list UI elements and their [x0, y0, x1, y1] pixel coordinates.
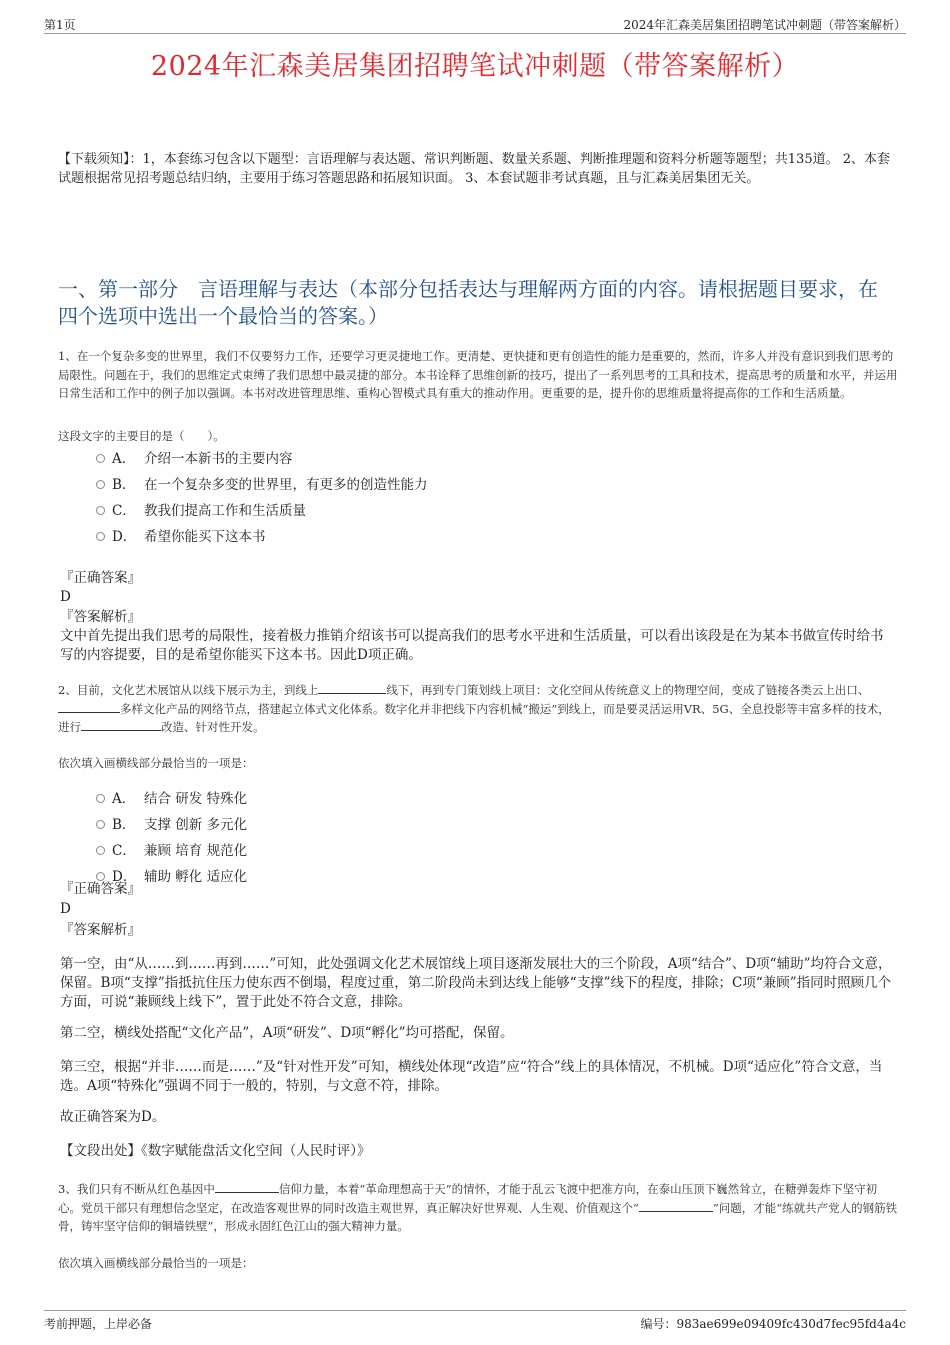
question-1-text: 1、在一个复杂多变的世界里，我们不仅要努力工作，还要学习更灵捷地工作。更清楚、更快捷和更有创造性的能力是重要的，然而，许多人并没有意识到我们思考的局限性。问题在于，我们的思维定式束缚了我们思想中最灵捷的部分。本书诠释了思维创新的技巧，提出了一系列思考的工具和技术，提高思考的质量和水平，并运用日常生活和工作中的例子加以强调。本书对改进管理思维、重构心智模式具有重大的推动作用。更重要的是，提升你的思维质量将提高你的工作和生活质量。 — [58, 349, 898, 400]
question-2-analysis-1: 第一空，由“从……到……再到……”可知，此处强调文化艺术展馆线上项目逐渐发展壮大的三个阶段，A项“结合”、D项“辅助”均符合文意，保留。B项“支撑”指抵抗住压力使东西不倒塌，程度过重，第二阶段尚未到达线上能够“支撑”线下的程度，排除；C项“兼顾”指同时照顾几个方面，可说“兼顾线上线下”，置于此处不符合文意，排除。 — [60, 956, 892, 1010]
fill-blank — [215, 1181, 279, 1193]
question-1-prompt: 这段文字的主要目的是（ ）。 — [58, 429, 225, 443]
question-2-option-d[interactable]: D． 辅助 孵化 适应化 — [96, 867, 247, 887]
section-heading: 一、第一部分 言语理解与表达（本部分包括表达与理解两方面的内容。请根据题目要求，在四个选项中选出一个最恰当的答案。） — [58, 277, 878, 328]
question-1-option-c[interactable]: C． 教我们提高工作和生活质量 — [96, 501, 306, 521]
radio-icon[interactable] — [96, 454, 105, 463]
question-1-analysis-label: 『答案解析』 — [60, 609, 141, 625]
question-2-option-c[interactable]: C． 兼顾 培育 规范化 — [96, 841, 247, 861]
question-2-analysis-label: 『答案解析』 — [60, 922, 141, 938]
question-1-answer: D — [60, 589, 71, 605]
question-2-analysis-4: 故正确答案为D。 — [60, 1109, 166, 1125]
question-3-text: 3、我们只有不断从红色基因中 信仰力量，本着“革命理想高于天”的情怀，才能于乱云飞渡中把准方向，在泰山压顶下巍然耸立，在糖弹轰炸下坚守初心。党员干部只有理想信念坚定，在改造客观世界的同时改造主观世界，真正解决好世界观、人生观、价值观这个“ ”问题，才能“练就共产党人的钢筋铁骨，铸牢坚守信仰的铜墙铁壁”，形成永固红色江山的强大精神力量。 — [58, 1182, 898, 1233]
fill-blank — [81, 719, 161, 731]
question-2-answer-label: 『正确答案』 — [60, 881, 141, 897]
radio-icon[interactable] — [96, 480, 105, 489]
radio-icon[interactable] — [96, 506, 105, 515]
fill-blank — [58, 701, 120, 713]
question-2-answer: D — [60, 901, 71, 917]
radio-icon[interactable] — [96, 846, 105, 855]
question-3-prompt: 依次填入画横线部分最恰当的一项是： — [58, 1256, 254, 1270]
question-1-analysis: 文中首先提出我们思考的局限性，接着极力推销介绍该书可以提高我们的思考水平进和生活质量，可以看出该段是在为某本书做宣传时给书写的内容提要，目的是希望你能买下这本书。因此D项正确。 — [60, 628, 884, 663]
question-1-option-a[interactable]: A． 介绍一本新书的主要内容 — [96, 449, 293, 469]
radio-icon[interactable] — [96, 794, 105, 803]
fill-blank — [318, 682, 386, 694]
question-2-prompt: 依次填入画横线部分最恰当的一项是： — [58, 756, 254, 770]
question-2-source: 【文段出处】《数字赋能盘活文化空间（人民时评）》 — [60, 1143, 371, 1159]
question-2-text: 2、目前，文化艺术展馆从以线下展示为主，到线上 线下，再到专门策划线上项目：文化空间从传统意义上的物理空间，变成了链接各类云上出口、多样文化产品的网络节点，搭建起立体式文化体系。数字化并非把线下内容机械“搬运”到线上，而是要灵活运用VR、5G、全息投影等丰富多样的技术，进行 改造、针对性开发。 — [58, 683, 890, 734]
question-2-option-a[interactable]: A． 结合 研发 特殊化 — [96, 789, 247, 809]
footer-slogan: 考前押题，上岸必备 — [44, 1317, 153, 1331]
document-title: 2024年汇森美居集团招聘笔试冲刺题（带答案解析） — [150, 51, 800, 82]
header-doc-title: 2024年汇森美居集团招聘笔试冲刺题（带答案解析） — [623, 18, 906, 32]
question-2-analysis-2: 第二空，横线处搭配“文化产品”，A项“研发”、D项“孵化”均可搭配，保留。 — [60, 1025, 514, 1041]
download-notice: 【下载须知】：1，本套练习包含以下题型：言语理解与表达题、常识判断题、数量关系题、判断推理题和资料分析题等题型；共135道。 2、本套试题根据常见招考题总结归纳，主要用于练习答题思路和拓展知识面。 3、本套试题非考试真题，且与汇森美居集团无关。 — [58, 152, 890, 186]
page-header — [44, 14, 906, 34]
question-2-option-b[interactable]: B． 支撑 创新 多元化 — [96, 815, 247, 835]
page-footer — [44, 1310, 906, 1336]
question-1-option-d[interactable]: D． 希望你能买下这本书 — [96, 527, 266, 547]
question-2-analysis-3: 第三空，根据“并非……而是……”及“针对性开发”可知，横线处体现“改造”应“符合”线上的具体情况，不机械。D项“适应化”符合文意，当选。A项“特殊化”强调不同于一般的，特别，与文意不符，排除。 — [60, 1059, 883, 1094]
footer-serial: 编号：983ae699e09409fc430d7fec95fd4a4c — [640, 1317, 906, 1331]
radio-icon[interactable] — [96, 820, 105, 829]
question-1-option-b[interactable]: B． 在一个复杂多变的世界里，有更多的创造性能力 — [96, 475, 428, 495]
radio-icon[interactable] — [96, 532, 105, 541]
fill-blank — [639, 1200, 713, 1212]
question-1-answer-label: 『正确答案』 — [60, 570, 141, 586]
page-number: 第1页 — [44, 18, 76, 32]
